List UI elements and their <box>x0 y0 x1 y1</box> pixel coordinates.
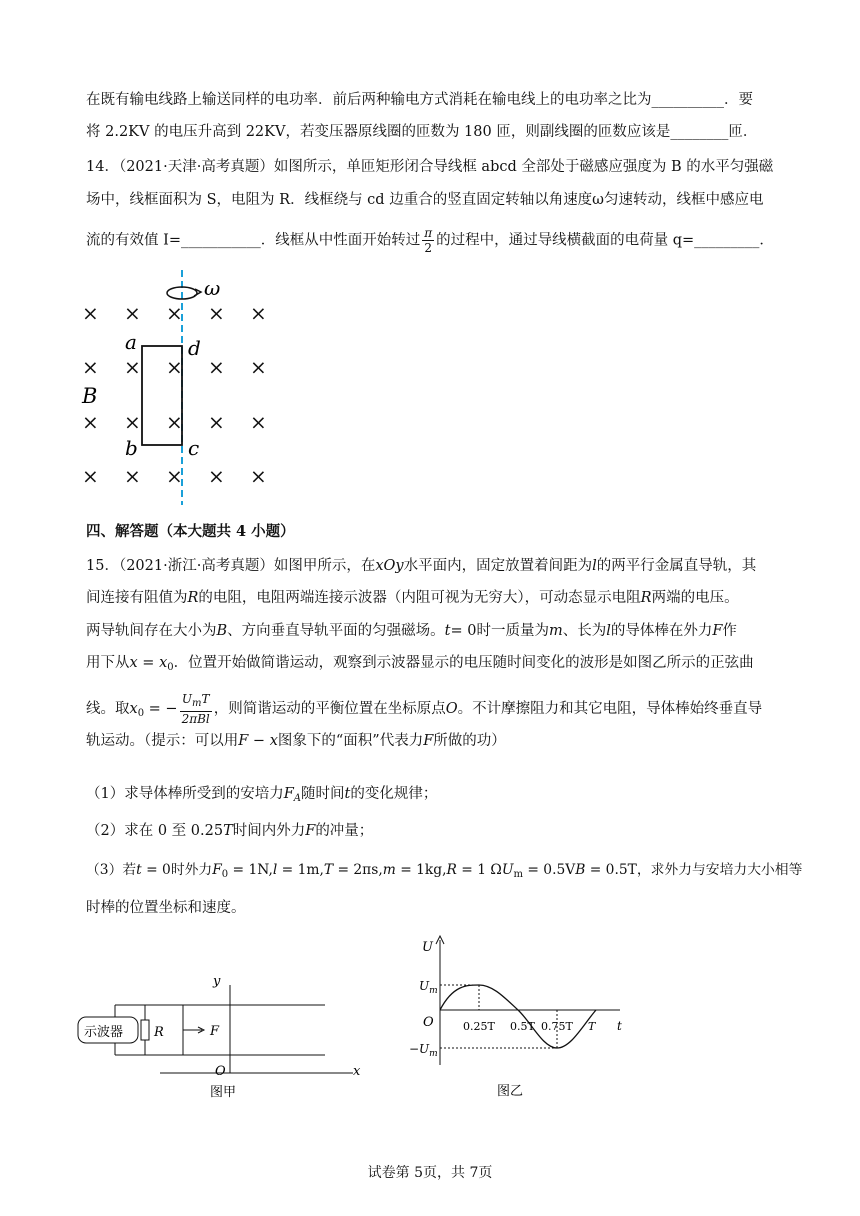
oscilloscope-label: 示波器 <box>84 1025 124 1040</box>
cross: × <box>166 464 183 488</box>
label-a: a <box>125 330 137 354</box>
q15-line5: 线。取$x_0$ = − $\frac{U_mT}{\text{2πBl}}$ ，则简谐运动的平衡位置在坐标原点O。不计摩擦阻力和其它电阻，导体棒始终垂直导 <box>86 692 763 726</box>
q14-line2: 场中，线框面积为 S，电阻为 R．线框绕与 cd 边重合的竖直固定转轴以角速度ω匀速转动，线框中感应电 <box>86 192 764 208</box>
q14-line1: 14．（2021·天津·高考真题）如图所示，单匝矩形闭合导线框 abcd 全部处于磁感应强度为 B 的水平匀强磁 <box>86 159 774 175</box>
cross: × <box>124 464 141 488</box>
caption-yi: 图乙 <box>497 1084 524 1099</box>
tick-025T: 0.25T <box>463 1020 495 1033</box>
cross: × <box>208 410 225 434</box>
q14-line3a: 流的有效值 I=___________．线框从中性面开始转过 <box>86 232 421 249</box>
q15-line4: 用下从$x = x_0$．位置开始做简谐运动，观察到示波器显示的电压随时间变化的波形是如图乙所示的正弦曲 <box>86 655 754 673</box>
x0-fraction: $\frac{U_mT}{\text{2πBl}}$ <box>181 692 210 726</box>
caption-jia: 图甲 <box>210 1085 237 1100</box>
pi-over-2-fraction <box>422 226 434 255</box>
label-y: y <box>213 974 221 989</box>
cross: × <box>124 301 141 325</box>
label-d: d <box>188 336 201 360</box>
figure-jia-circuit <box>70 965 370 1105</box>
label-U: U <box>422 940 433 955</box>
cross: × <box>166 410 183 434</box>
q14-line3 <box>86 226 776 255</box>
page-footer: 试卷第 5页，共 7页 <box>367 1165 493 1181</box>
cross: × <box>250 410 267 434</box>
cross: × <box>82 464 99 488</box>
q15-part2: （2）求在 0 至 0.25T时间内外力F的冲量； <box>86 823 374 839</box>
tick-05T: 0.5T <box>510 1020 535 1033</box>
cross: × <box>124 355 141 379</box>
label-neg-Um: $-U_m$ <box>409 1042 438 1059</box>
cross: × <box>82 410 99 434</box>
cross: × <box>82 355 99 379</box>
cross: × <box>208 464 225 488</box>
label-c: c <box>188 436 200 460</box>
label-Um: $U_m$ <box>419 979 438 996</box>
q14-magnetic-field-figure <box>70 265 290 510</box>
cross: × <box>250 464 267 488</box>
field-crosses <box>82 301 267 488</box>
cross: × <box>250 355 267 379</box>
q15-part3-cont: 时棒的位置坐标和速度。 <box>86 900 246 916</box>
label-R: R <box>154 1025 164 1040</box>
label-B: B <box>82 384 98 408</box>
section-title: 四、解答题（本大题共 4 小题） <box>86 523 295 540</box>
q15-line6: 轨运动。（提示：可以用F − x图象下的“面积”代表力F所做的功） <box>86 733 506 749</box>
label-b: b <box>125 436 138 460</box>
cross: × <box>250 301 267 325</box>
tick-T: T <box>588 1020 596 1033</box>
label-x: x <box>353 1064 361 1079</box>
omega-label: ω <box>204 276 221 300</box>
q15-line3: 两导轨间存在大小为B、方向垂直导轨平面的匀强磁场。t= 0时一质量为m、长为l的导体棒在外力F作 <box>86 623 737 639</box>
q15-line2: 间连接有阻值为R的电阻，电阻两端连接示波器（内阻可视为无穷大），可动态显示电阻R两端的电压。 <box>86 590 739 606</box>
cross: × <box>82 301 99 325</box>
cross: × <box>124 410 141 434</box>
frac-den: 2 <box>424 241 433 255</box>
sine-curve <box>440 985 596 1048</box>
cross: × <box>166 355 183 379</box>
q13-line1: 在既有输电线路上输送同样的电功率．前后两种输电方式消耗在输电线上的电功率之比为__________．要 <box>86 92 753 108</box>
cross: × <box>166 301 183 325</box>
q15-part3: （3）若t = 0时外力$F_0 = 1N,l = 1m,T = 2\pi s,m = 1kg,R = 1$ $\Omega U_m = 0.5VB = 0.5T$，求外力与安培力大小相等 <box>86 862 803 880</box>
q14-line3b: 的过程中，通过导线横截面的电荷量 q=_________． <box>436 232 774 249</box>
label-t: t <box>617 1019 622 1033</box>
label-F: F <box>210 1024 220 1039</box>
tick-075T: 0.75T <box>541 1020 573 1033</box>
q13-line2: 将 2.2KV 的电压升高到 22KV，若变压器原线圈的匝数为 180 匝，则副线圈的匝数应该是________匝． <box>86 124 758 140</box>
frac-num: π <box>424 226 433 240</box>
figure-yi-sine-wave <box>405 930 645 1105</box>
q15-part1: （1）求导体棒所受到的安培力$F_A$随时间t的变化规律； <box>86 786 438 804</box>
cross: × <box>208 355 225 379</box>
q15-line1: 15．（2021·浙江·高考真题）如图甲所示，在xOy水平面内，固定放置着间距为l的两平行金属直导轨，其 <box>86 558 757 574</box>
resistor-R <box>141 1020 149 1040</box>
label-O2: O <box>423 1015 434 1030</box>
label-O: O <box>215 1064 226 1079</box>
cross: × <box>208 301 225 325</box>
